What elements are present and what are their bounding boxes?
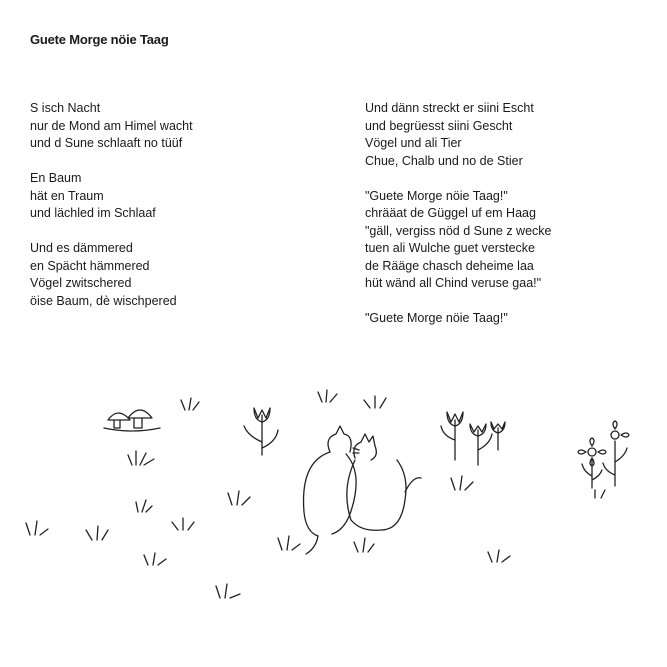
stanza [30,170,193,223]
poem-title: Guete Morge nöie Taag [30,32,169,47]
poem-line: und lächled im Schlaaf [30,206,156,220]
poem-line: und d Sune schlaaft no tüüf [30,136,183,150]
stanza [365,100,551,170]
poem-line: S isch Nacht [30,101,101,115]
poem-line: hät en Traum [30,188,104,203]
stanza [365,310,551,328]
poem-line: nur de Mond am Himel wacht [30,118,193,133]
cat-icon [304,426,421,554]
poem-line: Und es dämmered [30,241,133,255]
poem-line: hüt wänd all Chind veruse gaa!" [365,276,542,290]
poem-line: En Baum [30,171,82,185]
poem-line: "Guete Morge nöie Taag!" [365,311,508,325]
poem-left-column [30,100,193,328]
poem-right-column [365,100,551,345]
poem-line: "Guete Morge nöie Taag!" [365,188,508,203]
mushroom-icon [104,410,160,431]
poem-line: chrääat de Güggel uf em Haag [365,206,536,220]
stanza [365,188,551,293]
poem-line: Und dänn streckt er siini Escht [365,101,534,115]
poem-line: en Spächt hämmered [30,258,150,273]
poem-line: und begrüesst siini Gescht [365,118,513,133]
stanza [30,100,193,153]
poem-line: tuen ali Wulche guet verstecke [365,241,536,255]
poem-line: "gäll, vergiss nöd d Sune z wecke [365,223,552,238]
stanza [30,240,193,310]
poem-line: Vögel und ali Tier [365,136,462,150]
poem-line: öise Baum, dè wischpered [30,293,177,308]
poem-line: de Rääge chasch deheime laa [365,258,534,273]
grass-tuft-icon [26,390,605,598]
poem-line: Vögel zwitschered [30,276,132,290]
meadow-illustration [0,380,667,620]
daisy-flower-icon [578,421,629,488]
poem-line: Chue, Chalb und no de Stier [365,153,523,168]
